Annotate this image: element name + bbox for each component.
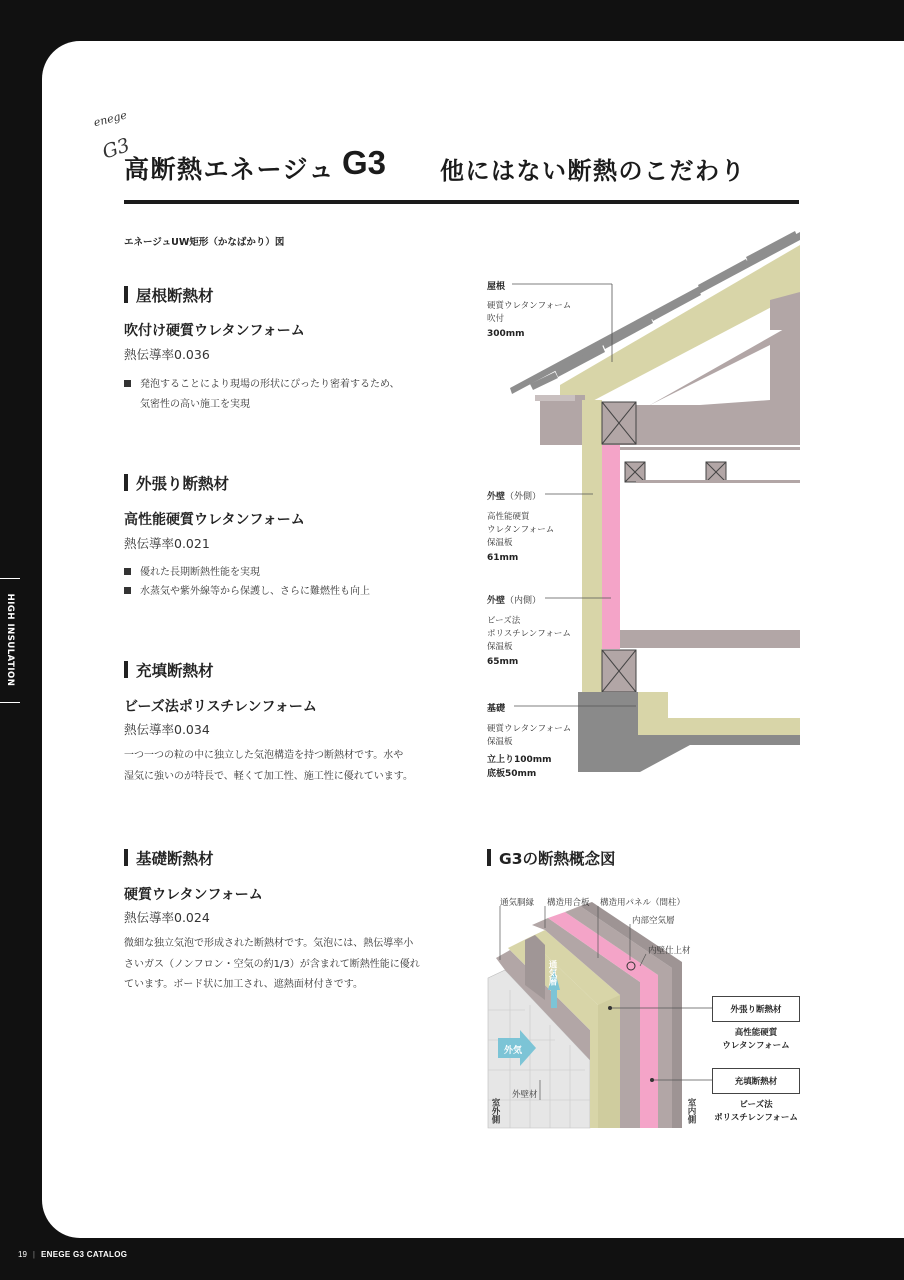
- floor-slab: [620, 630, 800, 648]
- roof-bullet-cont: 気密性の高い施工を実現: [140, 399, 250, 410]
- roof-product: 吹付け硬質ウレタンフォーム: [124, 323, 305, 339]
- roof-label-title: 屋根: [487, 282, 506, 292]
- bullet-square: [124, 587, 131, 594]
- concept-heading: [487, 847, 616, 869]
- foundation-product: 硬質ウレタンフォーム: [124, 887, 263, 903]
- exterior-bullet-2: [124, 582, 370, 597]
- roof-heading-text: 屋根断熱材: [136, 287, 214, 305]
- exterior-bullet-2-text: 水蒸気や紫外線等から保護し、さらに難燃性も向上: [140, 586, 370, 597]
- filling-description: [124, 746, 413, 787]
- filling-insulation-dot: [650, 1078, 654, 1082]
- exterior-heading-text: 外張り断熱材: [136, 475, 230, 493]
- foundation-label-line1: 硬質ウレタンフォーム: [487, 724, 572, 734]
- roof-label-size: 300mm: [487, 329, 525, 339]
- heading-bar: [124, 661, 128, 678]
- page-number: 19: [18, 1250, 27, 1259]
- wall-inner-insulation: [602, 445, 620, 649]
- foundation-line-3: ています。ボード状に加工され、遮熱面材付きです。: [124, 979, 363, 990]
- concept-box-exterior-l1: 高性能硬質: [734, 1028, 778, 1038]
- side-tab-top-line: [0, 578, 20, 579]
- filling-line-1: 一つ一つの粒の中に独立した気泡構造を持つ断熱材です。水や: [124, 750, 404, 761]
- gutter: [535, 395, 575, 401]
- page-subtitle: 他にはない断熱のこだわり: [440, 157, 746, 185]
- exterior-insulation-face: [598, 995, 620, 1128]
- side-tab-bottom-line: [0, 702, 20, 703]
- foundation-conductivity: 熱伝導率0.024: [124, 910, 210, 925]
- wall-inner-label-title: [487, 593, 541, 606]
- filling-product: ビーズ法ポリスチレンフォーム: [124, 699, 317, 715]
- foundation-line-1: 微細な独立気泡で形成された断熱材です。気泡には、熱伝導率小: [124, 938, 414, 949]
- bullet-square: [124, 380, 131, 387]
- concept-inner-finish: 内壁仕上材: [648, 946, 691, 956]
- concept-cladding: 外壁材: [512, 1090, 538, 1100]
- concept-box-filling: 充填断熱材: [712, 1068, 800, 1094]
- concept-heading-text: G3の断熱概念図: [499, 850, 616, 868]
- wall-outer-title-text: 外壁: [487, 492, 506, 502]
- wall-outer-label-title: [487, 489, 541, 502]
- exterior-heading: [124, 472, 229, 494]
- wall-outer-paren: （外側）: [505, 492, 542, 502]
- soffit: [540, 435, 580, 445]
- exterior-product: 高性能硬質ウレタンフォーム: [124, 512, 305, 528]
- concept-box-exterior: 外張り断熱材: [712, 996, 800, 1022]
- concept-indoor-side: 室内側: [686, 1098, 696, 1124]
- roof-label-line1: 硬質ウレタンフォーム: [487, 301, 572, 311]
- wall-inner-size: 65mm: [487, 657, 519, 667]
- foundation-description: [124, 934, 420, 996]
- foundation-label-size1: 立上り100mm: [487, 755, 552, 765]
- foundation-line-2: さいガス（ノンフロン・空気の約1/3）が含まれて断熱性能に優れ: [124, 958, 420, 970]
- concept-vent-furring: 通気胴縁: [500, 898, 535, 908]
- exterior-bullet-1: [124, 563, 260, 578]
- side-tab-label: HIGH INSULATION: [5, 593, 15, 687]
- concept-box-filling-l2: ポリスチレンフォーム: [714, 1113, 798, 1123]
- exterior-bullet-1-text: 優れた長期断熱性能を実現: [140, 567, 260, 578]
- logo-line1: enege: [92, 108, 129, 130]
- side-tab: [0, 578, 20, 702]
- foundation-heading-text: 基礎断熱材: [136, 850, 214, 868]
- heading-bar: [487, 849, 491, 866]
- foundation-heading: [124, 847, 214, 869]
- roof-conductivity: 熱伝導率0.036: [124, 347, 210, 362]
- roof-bullet-text: 発泡することにより現場の形状にぴったり密着するため、: [140, 379, 400, 390]
- roof-label-line2: 吹付: [487, 314, 505, 324]
- wall-outer-size: 61mm: [487, 553, 519, 563]
- footer-separator: |: [32, 1250, 35, 1259]
- wall-inner-line1: ビーズ法: [487, 616, 521, 626]
- concept-inner-air: 内部空気層: [632, 916, 675, 926]
- section-diagram: [480, 228, 800, 788]
- bullet-square: [124, 568, 131, 575]
- concept-struct-ply: 構造用合板: [547, 898, 590, 908]
- roof-bullet: [124, 375, 400, 390]
- wall-inner-title-text: 外壁: [487, 596, 506, 606]
- concept-outside-air: 外気: [504, 1046, 523, 1056]
- heading-bar: [124, 286, 128, 303]
- vent-arrow-shaft: [551, 988, 557, 1008]
- logo-line2: G3: [99, 134, 133, 164]
- heading-bar: [124, 474, 128, 491]
- foundation-label-line2: 保温板: [487, 737, 513, 747]
- wall-inner-paren: （内側）: [505, 596, 542, 606]
- page-title-g3: G3: [342, 144, 387, 181]
- heading-bar: [124, 849, 128, 866]
- wall-outer-line2: ウレタンフォーム: [487, 525, 555, 535]
- wall-inner-line2: ポリスチレンフォーム: [487, 629, 571, 639]
- foundation-insulation: [638, 692, 800, 735]
- wall-outer-insulation: [582, 400, 602, 692]
- concept-vent-layer: 通気層: [547, 960, 557, 986]
- page-title: 高断熱エネージュ: [124, 155, 336, 184]
- roof-heading: [124, 284, 214, 306]
- filling-conductivity: 熱伝導率0.034: [124, 722, 210, 737]
- foundation-label-title: 基礎: [487, 704, 506, 714]
- concept-struct-panel: 構造用パネル（間柱）: [600, 898, 686, 908]
- filling-heading: [124, 659, 214, 681]
- ceiling-line-upper: [620, 447, 800, 450]
- exterior-conductivity: 熱伝導率0.021: [124, 536, 210, 551]
- wall-outer-line3: 保温板: [487, 538, 513, 548]
- concept-box-filling-l1: ビーズ法: [739, 1100, 773, 1110]
- foundation-label-size2: 底板50mm: [487, 769, 537, 779]
- exterior-insulation-dot: [608, 1006, 612, 1010]
- filling-heading-text: 充填断熱材: [136, 662, 214, 680]
- wall-inner-line3: 保温板: [487, 642, 513, 652]
- beam-boxes: [602, 402, 726, 692]
- footer: [18, 1250, 127, 1259]
- filling-line-2: 湿気に強いのが特長で、軽くて加工性、施工性に優れています。: [124, 770, 413, 782]
- title-rule: [124, 200, 799, 204]
- wall-outer-line1: 高性能硬質: [487, 512, 530, 522]
- concept-outdoor-side: 室外側: [490, 1098, 500, 1124]
- concept-box-exterior-l2: ウレタンフォーム: [722, 1041, 790, 1051]
- catalog-name: ENEGE G3 CATALOG: [40, 1250, 128, 1259]
- figure-caption: エネージュUW矩形（かなばかり）図: [124, 237, 285, 248]
- ceiling-line-lower: [636, 480, 800, 483]
